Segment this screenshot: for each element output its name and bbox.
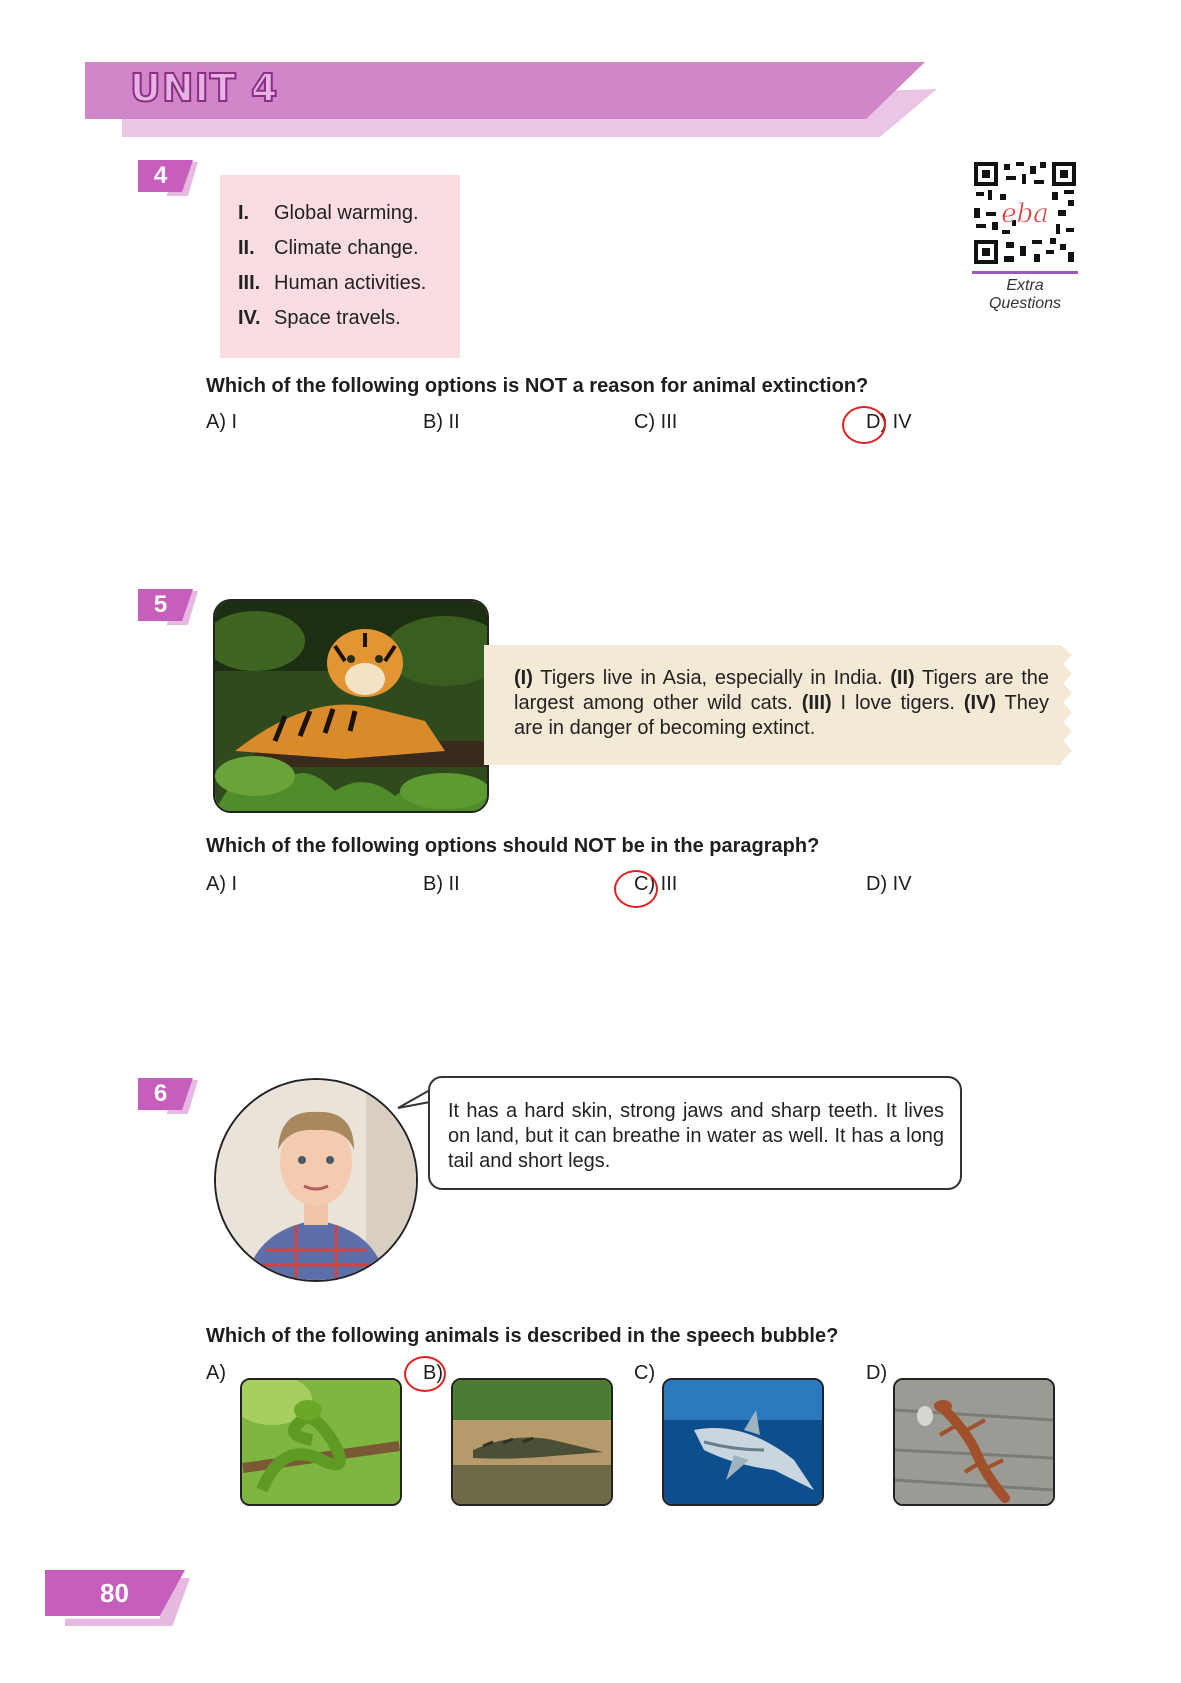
reasons-note-card — [220, 175, 460, 358]
qr-code-icon[interactable] — [972, 160, 1078, 266]
answer-mark-circle — [404, 1356, 446, 1392]
question-number-badge: 4 — [138, 160, 193, 192]
option-b[interactable]: B) II — [423, 873, 460, 895]
option-b-label[interactable]: B) — [423, 1362, 443, 1384]
option-a[interactable]: A) I — [206, 411, 238, 433]
option-a[interactable]: A) I — [206, 873, 238, 895]
option-c[interactable]: C) III — [634, 873, 678, 895]
option-b[interactable]: B) II — [423, 411, 460, 433]
boy-avatar — [214, 1078, 418, 1282]
page-number: 80 — [100, 1578, 129, 1608]
question-number-badge: 5 — [138, 589, 193, 621]
list-item: I. Global warming. — [238, 202, 419, 224]
option-a-label[interactable]: A) — [206, 1362, 226, 1384]
svg-text:eba: eba — [1001, 199, 1049, 229]
list-item: III. Human activities. — [238, 272, 427, 294]
answer-mark-circle — [842, 406, 886, 444]
option-c-label[interactable]: C) — [634, 1362, 656, 1384]
option-d[interactable]: D) IV — [866, 873, 912, 895]
qr-underline — [972, 271, 1078, 274]
option-d[interactable]: D) IV — [866, 411, 912, 433]
qr-caption: Extra Questions — [988, 277, 1062, 312]
snake-image[interactable] — [240, 1378, 402, 1506]
question-text: Which of the following options is NOT a reason for animal extinction? — [206, 375, 869, 397]
question-number-badge: 6 — [138, 1078, 193, 1110]
option-c[interactable]: C) III — [634, 411, 678, 433]
shark-image[interactable] — [662, 1378, 824, 1506]
option-d-label[interactable]: D) — [866, 1362, 888, 1384]
lizard-image[interactable] — [893, 1378, 1055, 1506]
list-item: IV. Space travels. — [238, 307, 401, 329]
speech-bubble-text: It has a hard skin, strong jaws and sharp teeth. It lives on land, but it can breathe in water as well. It has a long tail and short legs. — [448, 1100, 944, 1172]
crocodile-image[interactable] — [451, 1378, 613, 1506]
unit-title: UNIT 4 — [130, 66, 279, 110]
answer-mark-circle — [614, 870, 658, 908]
paragraph-text: (I) Tigers live in Asia, especially in India. (II) Tigers are the largest among other wild cats. (III) I love tigers. (IV) They are in danger of becoming extinct. — [514, 667, 1049, 739]
list-item: II. Climate change. — [238, 237, 419, 259]
question-text: Which of the following options should NOT be in the paragraph? — [206, 835, 820, 857]
question-text: Which of the following animals is described in the speech bubble? — [206, 1325, 839, 1347]
tiger-image — [213, 599, 489, 813]
